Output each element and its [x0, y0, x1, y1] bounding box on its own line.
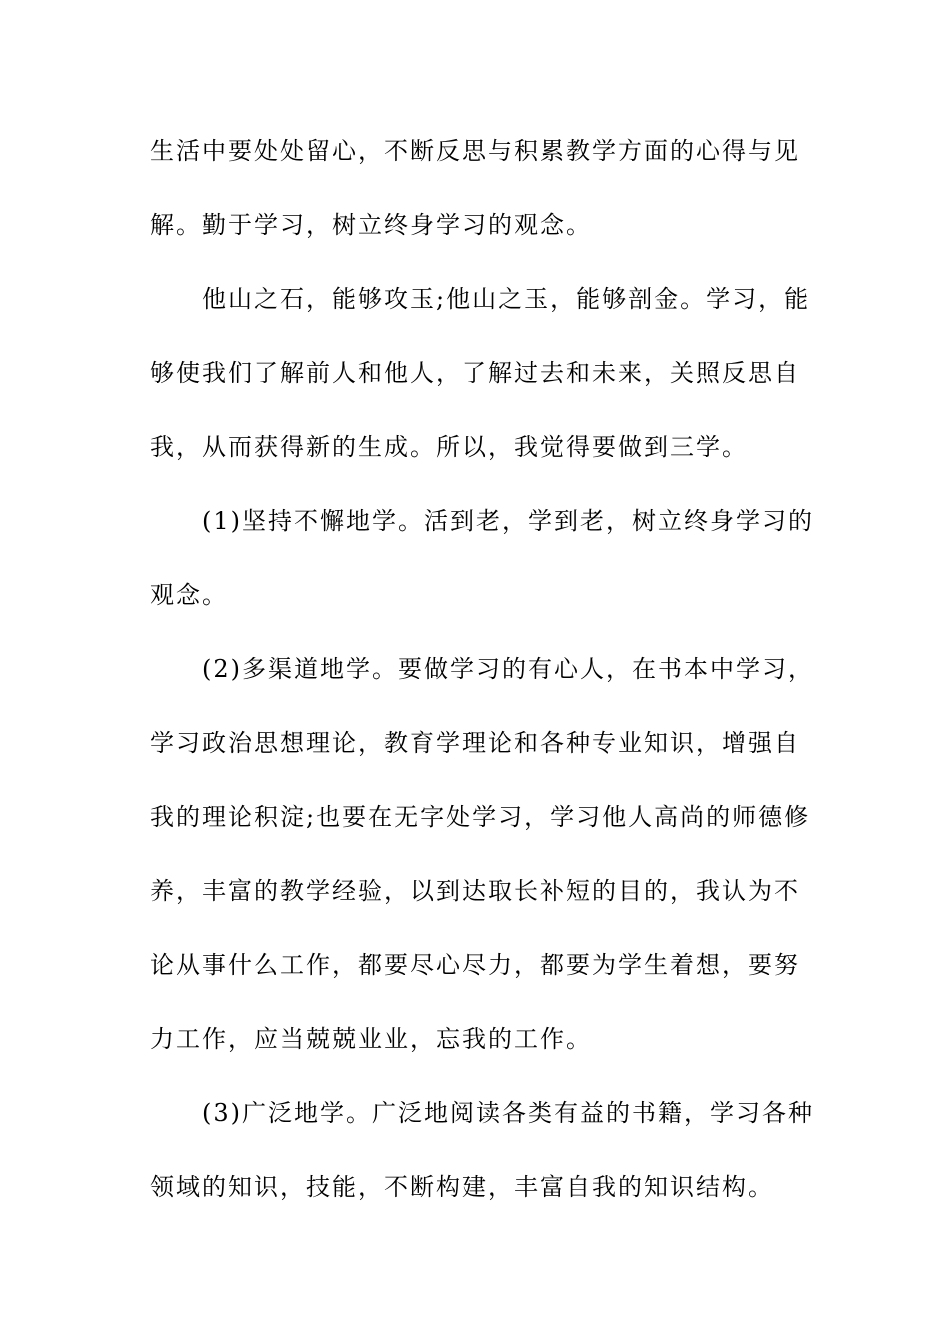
text-line: 养，丰富的教学经验，以到达取长补短的目的，我认为不 — [150, 877, 800, 905]
text-line: (3)广泛地学。广泛地阅读各类有益的书籍，学习各种 — [202, 1099, 814, 1127]
text-line: 观念。 — [150, 581, 228, 609]
text-line: (2)多渠道地学。要做学习的有心人，在书本中学习， — [202, 655, 814, 683]
text-line: 力工作，应当兢兢业业，忘我的工作。 — [150, 1025, 592, 1053]
text-line: 论从事什么工作，都要尽心尽力，都要为学生着想，要努 — [150, 951, 800, 979]
text-line: (1)坚持不懈地学。活到老，学到老，树立终身学习的 — [202, 507, 814, 535]
text-line: 学习政治思想理论，教育学理论和各种专业知识，增强自 — [150, 729, 800, 757]
text-line: 他山之石，能够攻玉;他山之玉，能够剖金。学习，能 — [202, 285, 811, 313]
text-line: 解。勤于学习，树立终身学习的观念。 — [150, 211, 592, 239]
text-line: 我的理论积淀;也要在无字处学习，学习他人高尚的师德修 — [150, 803, 811, 831]
document-body — [150, 124, 814, 1234]
text-line: 够使我们了解前人和他人，了解过去和未来，关照反思自 — [150, 359, 800, 387]
text-line: 我，从而获得新的生成。所以，我觉得要做到三学。 — [150, 433, 748, 461]
text-line: 生活中要处处留心，不断反思与积累教学方面的心得与见 — [150, 137, 800, 165]
text-line: 领域的知识，技能，不断构建，丰富自我的知识结构。 — [150, 1173, 774, 1201]
